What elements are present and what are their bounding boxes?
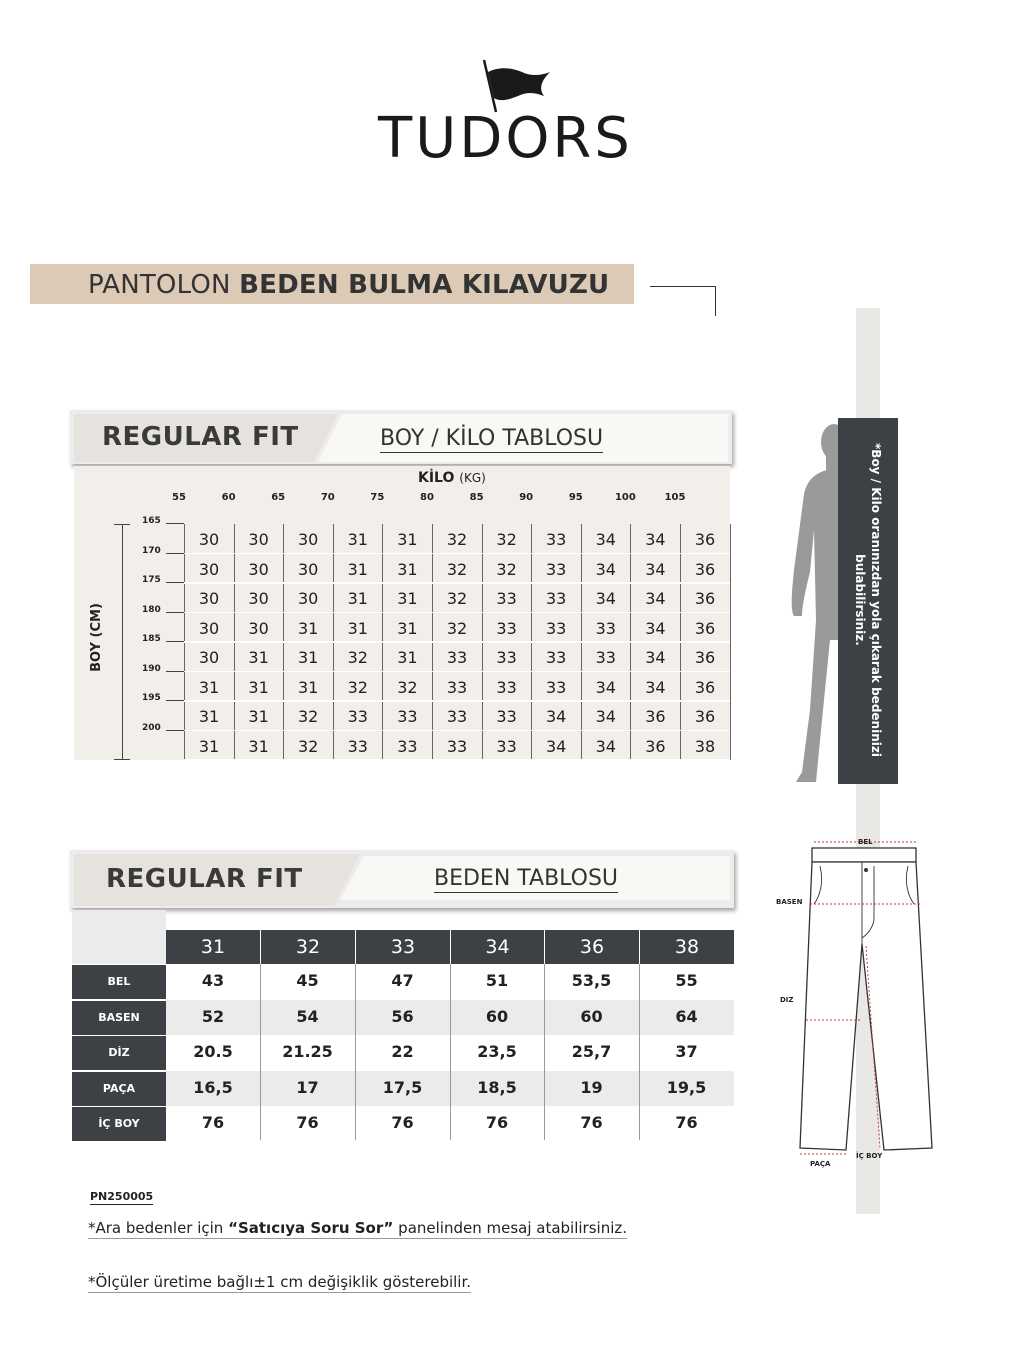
- boy-kilo-cell: 33: [595, 648, 616, 667]
- grid-hline: [184, 612, 730, 614]
- pants-label-ic-boy: İÇ BOY: [856, 1152, 883, 1160]
- beden-cell: 60: [485, 1006, 509, 1026]
- beden-cell: 17: [296, 1077, 319, 1097]
- boy-kilo-cell: 31: [248, 648, 269, 667]
- boy-kilo-cell: 34: [595, 589, 616, 608]
- boy-kilo-cell: 31: [248, 707, 269, 726]
- section2-header: [70, 850, 734, 908]
- boy-kilo-cell: 34: [595, 530, 616, 549]
- kg-label: 60: [221, 492, 236, 503]
- title-connector-line: [650, 286, 716, 316]
- boy-kilo-cell: 36: [694, 559, 716, 579]
- section2-subtitle: BEDEN TABLOSU: [434, 866, 619, 891]
- beden-cell: 76: [296, 1113, 319, 1132]
- boy-kilo-cell: 30: [198, 618, 220, 638]
- note-olculer: *Ölçüler üretime bağlı±1 cm değişiklik gösterebilir.: [88, 1273, 472, 1291]
- boy-kilo-cell: 30: [248, 589, 269, 608]
- boy-kilo-cell: 34: [645, 530, 666, 549]
- beden-cell: 19: [580, 1077, 603, 1097]
- boy-kilo-cell: 34: [645, 648, 666, 667]
- boy-kilo-cell: 32: [446, 589, 468, 608]
- boy-axis-line: [122, 524, 123, 760]
- boy-kilo-cell: 32: [446, 618, 468, 638]
- boy-kilo-cell: 31: [397, 589, 418, 608]
- beden-cell: 23,5: [477, 1042, 517, 1061]
- boy-kilo-cell: 30: [248, 530, 269, 549]
- beden-cell: 76: [485, 1113, 509, 1132]
- cm-label: 170: [142, 545, 161, 556]
- beden-cell: 64: [675, 1006, 698, 1026]
- size-column-header: 36: [545, 930, 639, 964]
- note-ara-beden: *Ara bedenler için “Satıcıya Soru Sor” panelinden mesaj atabilirsiniz.: [88, 1219, 628, 1237]
- beden-cell: 16,5: [193, 1077, 233, 1097]
- boy-kilo-cell: 30: [298, 530, 319, 549]
- brand-name: TUDORS: [378, 106, 633, 171]
- boy-kilo-cell: 36: [694, 707, 716, 726]
- beden-cell: 53,5: [571, 971, 612, 990]
- grid-hline: [184, 641, 730, 643]
- beden-cell: 52: [201, 1006, 225, 1026]
- beden-cell: 18,5: [477, 1077, 517, 1097]
- boy-kilo-cell: 38: [694, 736, 716, 756]
- section1-fit: REGULAR FIT: [102, 422, 299, 452]
- boy-kilo-cell: 30: [198, 530, 220, 549]
- grid-hline: [184, 759, 730, 761]
- boy-kilo-cell: 33: [595, 618, 616, 638]
- boy-kilo-cell: 31: [397, 648, 418, 667]
- kg-label: 95: [568, 492, 583, 503]
- boy-kilo-cell: 36: [694, 618, 716, 638]
- cm-tick: [166, 582, 184, 583]
- boy-kilo-cell: 32: [347, 648, 368, 667]
- beden-table-corner: [72, 910, 166, 964]
- boy-kilo-cell: 30: [198, 559, 220, 579]
- kg-label: 90: [519, 492, 534, 503]
- size-column-header: 31: [166, 930, 260, 964]
- boy-kilo-cell: 33: [446, 707, 468, 726]
- beden-cell: 76: [580, 1113, 603, 1132]
- boy-kilo-cell: 33: [546, 648, 567, 667]
- beden-cell: 25,7: [571, 1042, 612, 1061]
- boy-kilo-cell: 32: [298, 736, 319, 756]
- boy-kilo-cell: 33: [446, 648, 468, 667]
- boy-kilo-cell: 32: [397, 677, 418, 697]
- boy-axis-title: BOY (CM): [88, 603, 104, 672]
- boy-kilo-cell: 32: [298, 707, 319, 726]
- boy-kilo-cell: 33: [496, 736, 517, 756]
- boy-kilo-cell: 33: [347, 707, 368, 726]
- brand-logo: [378, 58, 640, 171]
- beden-cell: 56: [391, 1006, 414, 1026]
- boy-axis-cap-bottom: [114, 759, 130, 760]
- cm-tick: [166, 700, 184, 701]
- boy-kilo-cell: 32: [446, 559, 468, 579]
- cm-tick: [166, 641, 184, 642]
- boy-kilo-cell: 30: [298, 559, 319, 579]
- beden-cell: 43: [201, 971, 225, 990]
- beden-cell: 60: [580, 1006, 603, 1026]
- boy-kilo-cell: 31: [248, 736, 269, 756]
- beden-vline: [355, 964, 356, 1140]
- measure-row-header: BEL: [72, 965, 166, 999]
- boy-kilo-cell: 33: [546, 677, 567, 697]
- boy-kilo-cell: 33: [546, 530, 567, 549]
- pants-label-bel: BEL: [858, 838, 873, 846]
- boy-kilo-cell: 33: [446, 736, 468, 756]
- cm-tick: [166, 553, 184, 554]
- cm-tick: [166, 730, 184, 731]
- boy-kilo-cell: 30: [248, 618, 269, 638]
- size-column-header: 38: [640, 930, 734, 964]
- measure-row-header: İÇ BOY: [72, 1107, 166, 1141]
- beden-cell: 76: [391, 1113, 414, 1132]
- beden-cell: 45: [296, 971, 319, 990]
- boy-kilo-cell: 34: [645, 618, 666, 638]
- boy-kilo-cell: 36: [694, 677, 716, 697]
- boy-kilo-cell: 32: [446, 530, 468, 549]
- boy-kilo-cell: 30: [248, 559, 269, 579]
- kg-label: 100: [614, 492, 636, 503]
- boy-kilo-cell: 33: [397, 736, 418, 756]
- beden-cell: 20.5: [193, 1042, 233, 1061]
- boy-kilo-cell: 33: [496, 648, 517, 667]
- kg-label: 55: [172, 492, 186, 503]
- beden-cell: 19,5: [666, 1077, 707, 1097]
- boy-kilo-cell: 30: [198, 589, 220, 608]
- pants-label-paca: PAÇA: [810, 1160, 831, 1168]
- section2-fit: REGULAR FIT: [106, 864, 303, 894]
- boy-kilo-cell: 36: [645, 736, 666, 756]
- boy-kilo-cell: 36: [694, 648, 716, 667]
- boy-kilo-cell: 30: [198, 648, 220, 667]
- cm-label: 180: [142, 604, 161, 615]
- size-column-header: 32: [261, 930, 355, 964]
- boy-kilo-cell: 34: [595, 559, 616, 579]
- kg-label: 80: [420, 492, 434, 503]
- cm-label: 185: [142, 634, 161, 644]
- boy-kilo-cell: 34: [645, 559, 666, 579]
- boy-kilo-cell: 33: [446, 677, 468, 697]
- boy-kilo-cell: 34: [595, 707, 616, 726]
- guide-title: PANTOLON BEDEN BULMA KILAVUZU: [88, 270, 610, 300]
- beden-cell: 22: [391, 1042, 414, 1061]
- measure-row-header: DİZ: [72, 1036, 166, 1070]
- kg-label: 85: [469, 492, 484, 503]
- cm-tick: [166, 612, 184, 613]
- grid-hline: [184, 700, 730, 702]
- beden-cell: 47: [391, 971, 414, 990]
- beden-cell: 51: [485, 971, 509, 990]
- beden-cell: 55: [675, 971, 698, 990]
- boy-kilo-cell: 33: [546, 618, 567, 638]
- beden-cell: 17,5: [382, 1077, 423, 1097]
- boy-kilo-cell: 32: [347, 677, 368, 697]
- boy-kilo-cell: 36: [694, 589, 716, 608]
- kilo-axis-title: KİLO (KG): [418, 470, 486, 486]
- cm-label: 165: [142, 516, 161, 526]
- boy-kilo-cell: 34: [645, 589, 666, 608]
- boy-kilo-cell: 33: [347, 736, 368, 756]
- size-column-header: 34: [451, 930, 544, 964]
- boy-kilo-cell: 33: [496, 618, 517, 638]
- boy-kilo-cell: 31: [397, 559, 418, 579]
- beden-cell: 76: [201, 1113, 225, 1132]
- boy-kilo-cell: 31: [347, 618, 368, 638]
- boy-kilo-cell: 31: [347, 559, 368, 579]
- beden-vline: [544, 964, 545, 1140]
- boy-kilo-cell: 31: [298, 677, 319, 697]
- kg-label: 75: [370, 492, 385, 503]
- boy-kilo-cell: 34: [595, 677, 616, 697]
- size-column-header: 33: [356, 930, 450, 964]
- boy-kilo-cell: 33: [496, 707, 517, 726]
- boy-kilo-grid: [184, 524, 730, 760]
- kg-label: 65: [271, 492, 286, 503]
- pants-label-basen: BASEN: [776, 898, 803, 906]
- boy-kilo-cell: 31: [397, 618, 418, 638]
- boy-kilo-cell: 30: [298, 589, 319, 608]
- side-note-text: *Boy / Kilo oranınızdan yola çıkarak bedeninizi bulabilirsiniz.: [853, 443, 883, 757]
- boy-kilo-cell: 31: [347, 589, 368, 608]
- beden-vline: [450, 964, 451, 1140]
- cm-tick: [166, 671, 184, 672]
- boy-kilo-cell: 33: [546, 589, 567, 608]
- boy-kilo-cell: 32: [496, 559, 517, 579]
- boy-kilo-cell: 34: [546, 736, 567, 756]
- boy-kilo-cell: 34: [595, 736, 616, 756]
- boy-kilo-cell: 31: [198, 736, 220, 756]
- grid-hline: [184, 582, 730, 584]
- beden-cell: 54: [296, 1006, 319, 1026]
- pants-diagram-icon: [770, 834, 950, 1174]
- boy-kilo-cell: 31: [298, 648, 319, 667]
- beden-cell: 21.25: [282, 1042, 333, 1061]
- boy-kilo-cell: 31: [248, 677, 269, 697]
- cm-tick: [166, 523, 184, 524]
- pants-label-diz: DIZ: [780, 996, 794, 1004]
- cm-label: 195: [142, 693, 161, 703]
- boy-kilo-cell: 33: [496, 677, 517, 697]
- boy-kilo-cell: 31: [397, 530, 418, 549]
- measure-row-header: PAÇA: [72, 1072, 166, 1106]
- kg-label: 105: [664, 492, 686, 503]
- section1-subtitle: BOY / KİLO TABLOSU: [380, 426, 604, 451]
- product-code: PN250005: [90, 1190, 154, 1203]
- boy-kilo-cell: 34: [645, 677, 666, 697]
- boy-kilo-cell: 36: [694, 530, 716, 549]
- cm-label: 200: [142, 722, 161, 733]
- beden-cell: 76: [675, 1113, 698, 1132]
- boy-kilo-cell: 36: [645, 707, 666, 726]
- kg-label: 70: [320, 492, 335, 503]
- section1-header: [70, 410, 732, 464]
- boy-kilo-cell: 33: [397, 707, 418, 726]
- boy-kilo-cell: 33: [496, 589, 517, 608]
- grid-hline: [184, 553, 730, 555]
- cm-label: 175: [142, 575, 161, 585]
- measure-row-header: BASEN: [72, 1001, 166, 1035]
- beden-vline: [260, 964, 261, 1140]
- boy-kilo-cell: 31: [198, 677, 220, 697]
- boy-axis-cap-top: [114, 524, 130, 525]
- boy-kilo-cell: 32: [496, 530, 517, 549]
- beden-vline: [639, 964, 640, 1140]
- beden-cell: 37: [675, 1042, 698, 1061]
- boy-kilo-cell: 31: [347, 530, 368, 549]
- boy-kilo-cell: 33: [546, 559, 567, 579]
- boy-kilo-cell: 31: [298, 618, 319, 638]
- grid-hline: [184, 730, 730, 732]
- grid-hline: [184, 671, 730, 673]
- boy-kilo-cell: 34: [546, 707, 567, 726]
- cm-label: 190: [142, 663, 161, 674]
- boy-kilo-cell: 31: [198, 707, 220, 726]
